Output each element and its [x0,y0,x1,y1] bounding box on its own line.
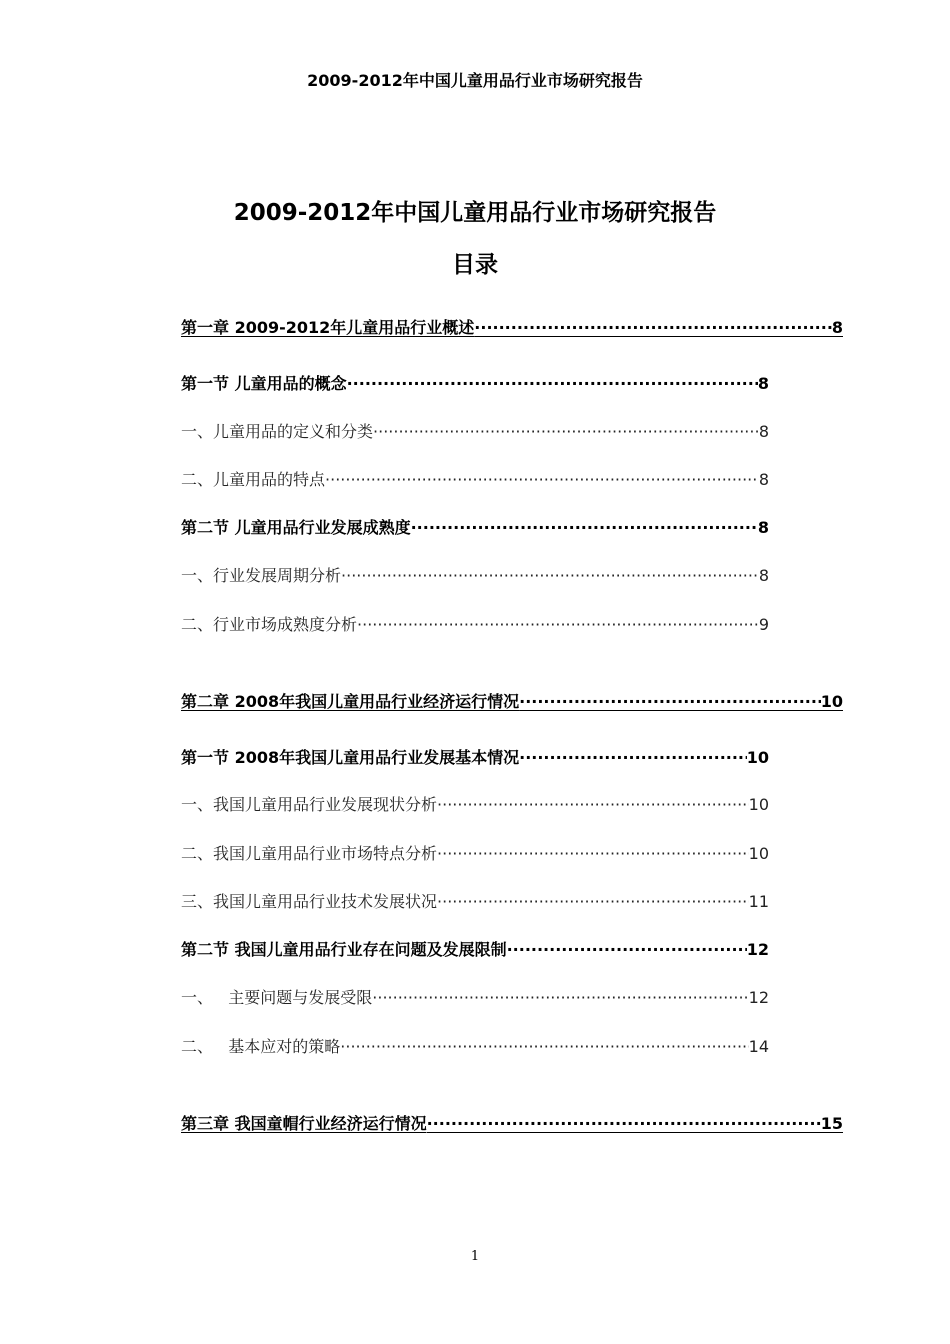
toc-entry-item[interactable] [181,563,769,589]
toc-entry-item[interactable] [181,419,769,445]
toc-dot-leader [437,792,749,818]
running-header: 2009-2012年中国儿童用品行业市场研究报告 [307,71,643,90]
toc-entry-section[interactable] [181,745,769,771]
toc-entry-item[interactable] [181,841,769,867]
toc-entry-label: 第三章 我国童帽行业经济运行情况 [181,1114,427,1133]
toc-entry-label: 二、我国儿童用品行业市场特点分析 [181,844,438,863]
toc-entry-label: 第二章 2008年我国儿童用品行业经济运行情况 [181,692,520,711]
toc-entry-page: 10 [748,844,769,863]
toc-dot-leader [519,745,747,771]
toc-dot-leader [427,1111,821,1137]
toc-entry-page: 10 [820,692,843,711]
toc-entry-page: 15 [820,1114,843,1133]
toc-entry-label: 三、我国儿童用品行业技术发展状况 [181,892,438,911]
toc-dot-leader [474,315,832,341]
toc-entry-page: 12 [746,940,769,959]
toc-entry-page: 8 [757,518,769,537]
document-title: 2009-2012年中国儿童用品行业市场研究报告 [233,200,717,226]
toc-entry-page: 8 [831,318,843,337]
toc-entry-page: 10 [746,748,769,767]
toc-entry-page: 10 [748,795,769,814]
toc-dot-leader [373,419,759,445]
toc-entry-section[interactable] [181,371,769,397]
toc-dot-leader [372,985,748,1011]
toc-entry-chapter-1[interactable] [181,315,843,341]
toc-dot-leader [437,841,749,867]
toc-entry-label: 第一节 2008年我国儿童用品行业发展基本情况 [181,748,520,767]
toc-dot-leader [341,563,759,589]
toc-entry-label: 第二节 我国儿童用品行业存在问题及发展限制 [181,940,507,959]
toc-entry-section[interactable] [181,515,769,541]
toc-entry-label: 二、 基本应对的策略 [181,1037,341,1056]
toc-entry-item[interactable] [181,985,769,1011]
toc-dot-leader [347,371,758,397]
toc-entry-page: 9 [758,615,769,634]
toc-entry-item[interactable] [181,889,769,915]
toc-entry-item[interactable] [181,792,769,818]
toc-entry-label: 一、行业发展周期分析 [181,566,342,585]
toc-entry-item[interactable] [181,467,769,493]
toc-entry-label: 一、 主要问题与发展受限 [181,988,373,1007]
toc-entry-label: 二、儿童用品的特点 [181,470,326,489]
toc-dot-leader [325,467,759,493]
toc-dot-leader [411,515,758,541]
toc-dot-leader [340,1034,748,1060]
toc-entry-item[interactable] [181,1034,769,1060]
toc-entry-page: 8 [758,422,769,441]
toc-entry-chapter-2[interactable] [181,689,843,715]
toc-entry-label: 第一节 儿童用品的概念 [181,374,347,393]
toc-entry-label: 第一章 2009-2012年儿童用品行业概述 [181,318,475,337]
toc-dot-leader [437,889,749,915]
toc-heading: 目录 [452,252,498,278]
toc-entry-page: 14 [748,1037,769,1056]
page-number: 1 [470,1249,480,1264]
toc-entry-section[interactable] [181,937,769,963]
toc-entry-label: 二、行业市场成熟度分析 [181,615,358,634]
toc-entry-label: 一、我国儿童用品行业发展现状分析 [181,795,438,814]
toc-entry-page: 12 [748,988,769,1007]
toc-entry-label: 第二节 儿童用品行业发展成熟度 [181,518,411,537]
toc-entry-page: 8 [757,374,769,393]
toc-entry-page: 8 [758,566,769,585]
toc-entry-page: 11 [748,892,769,911]
toc-dot-leader [507,937,747,963]
toc-entry-chapter-3[interactable] [181,1111,843,1137]
toc-entry-page: 8 [758,470,769,489]
toc-dot-leader [357,612,759,638]
toc-dot-leader [519,689,821,715]
toc-entry-item[interactable] [181,612,769,638]
toc-entry-label: 一、儿童用品的定义和分类 [181,422,374,441]
